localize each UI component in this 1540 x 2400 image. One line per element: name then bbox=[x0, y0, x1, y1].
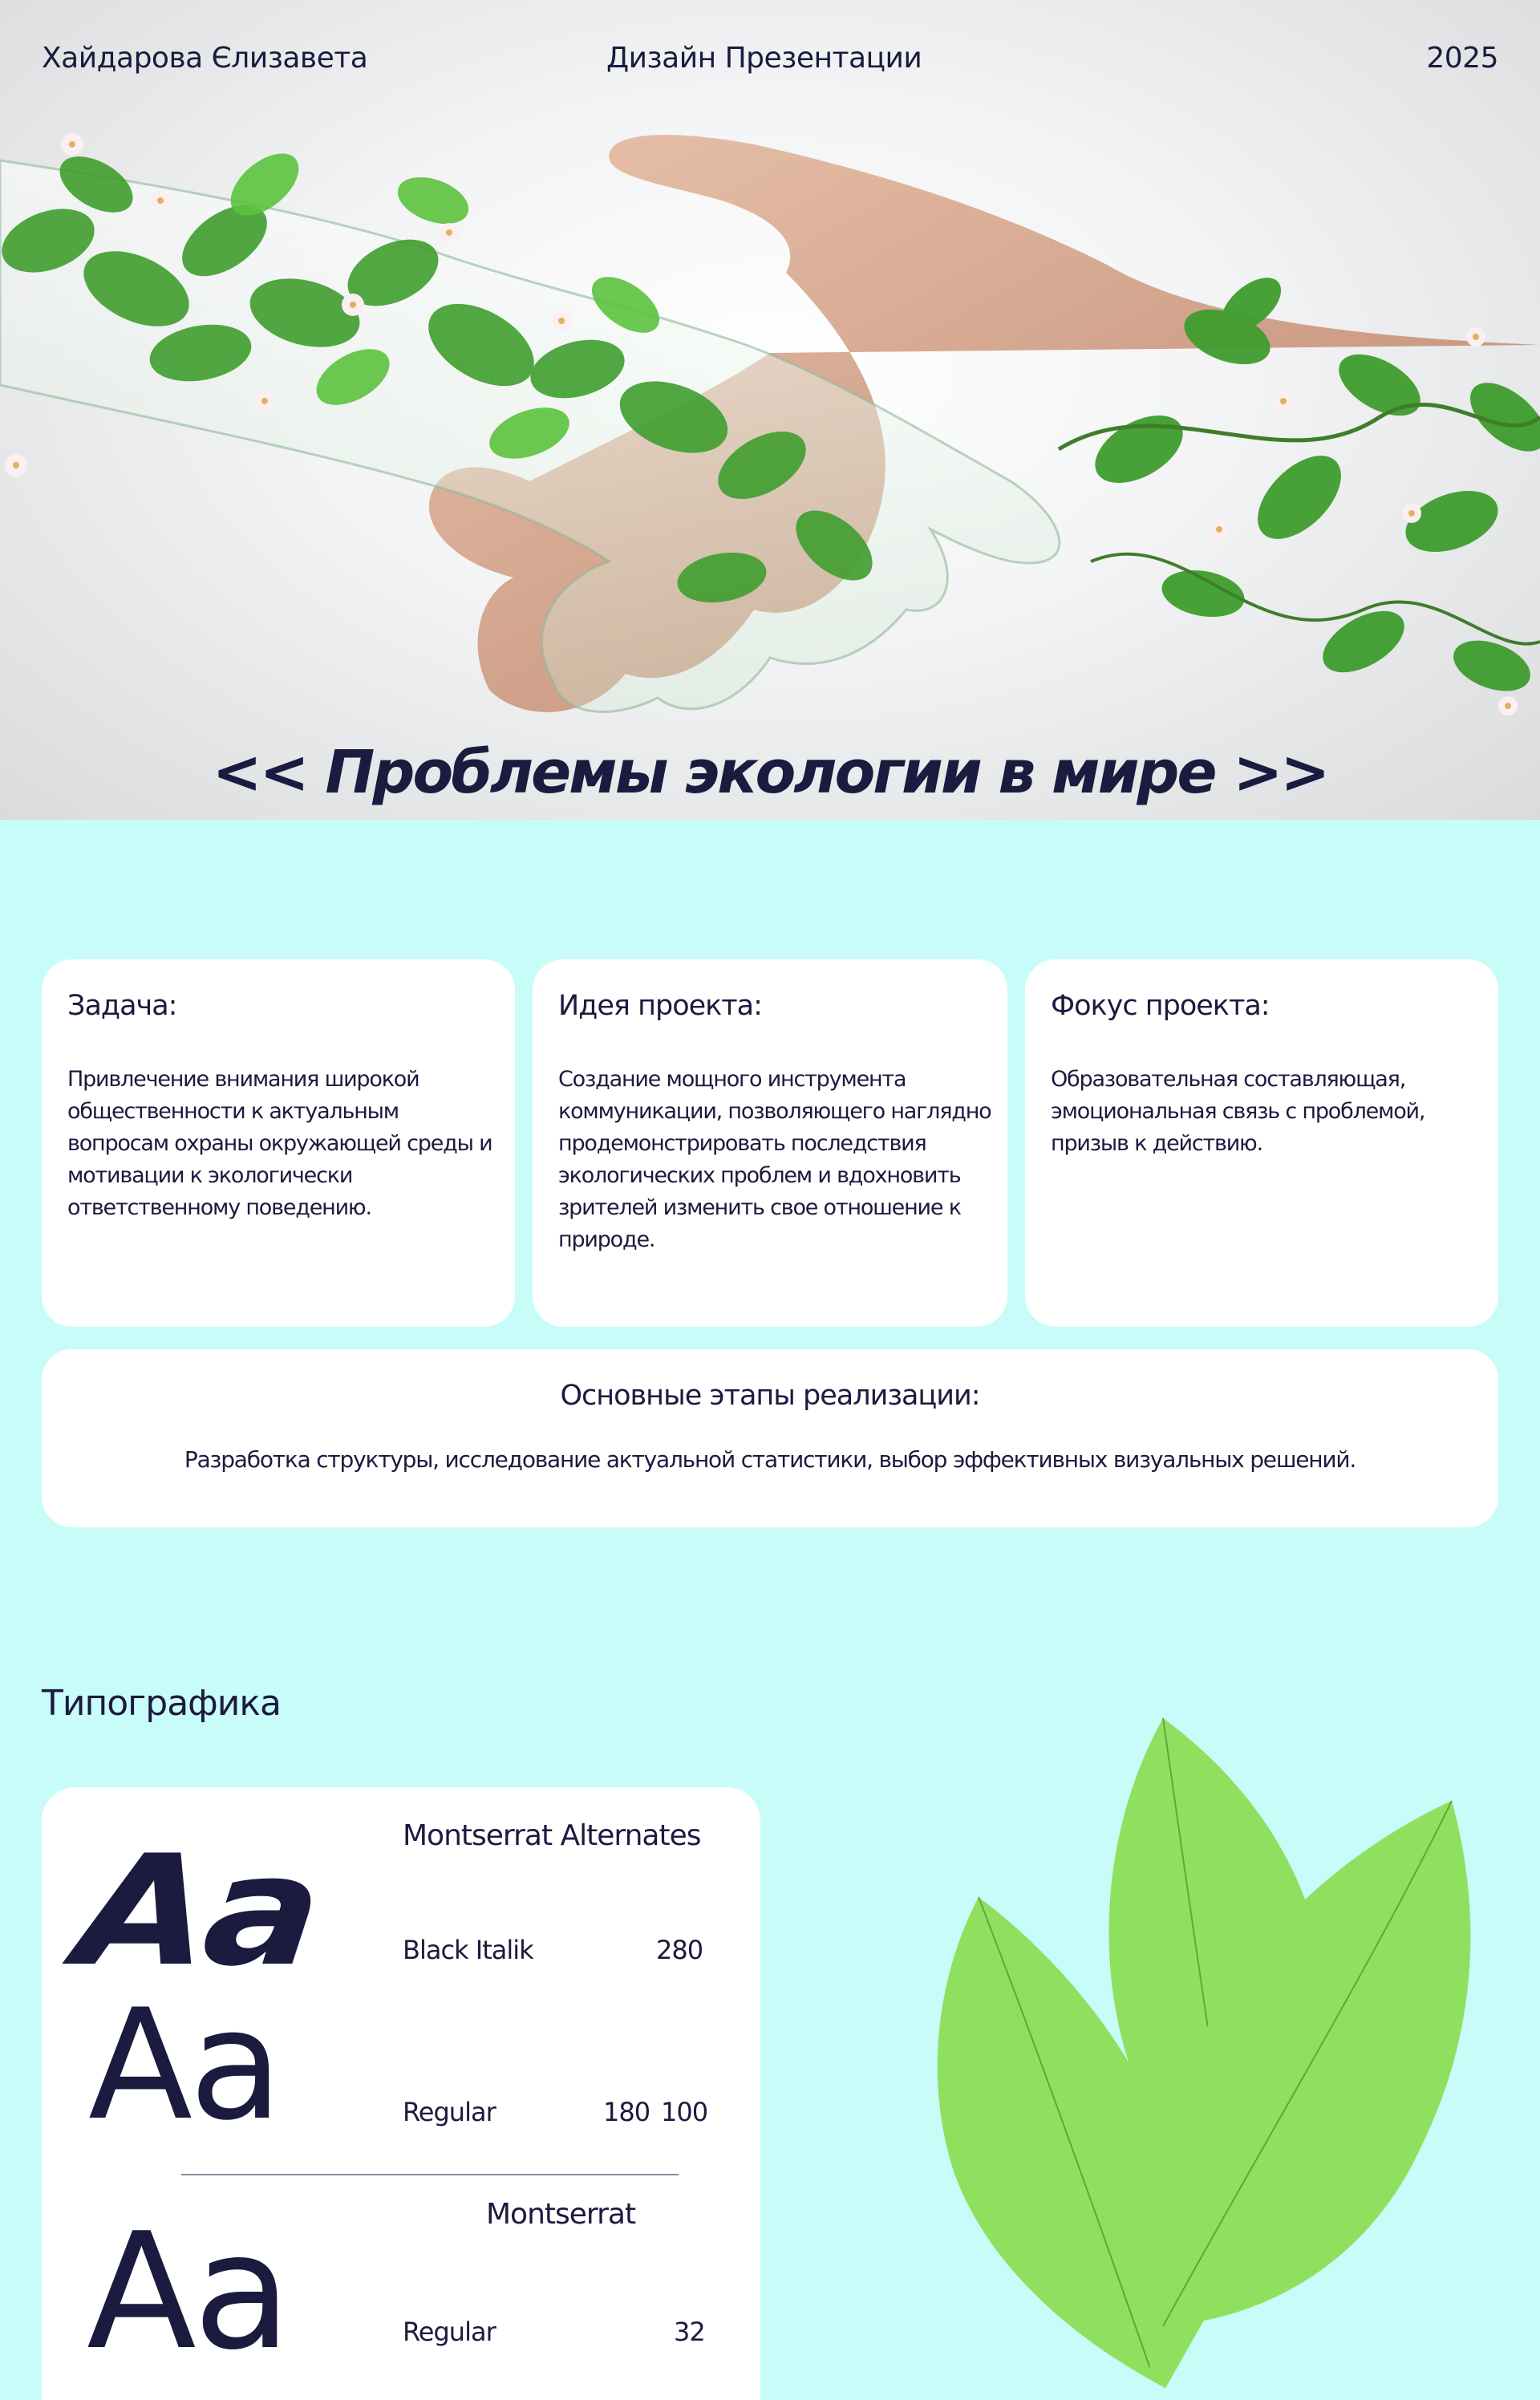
stages-card bbox=[42, 1349, 1498, 1527]
style-label-black-italic: Black Italik bbox=[403, 1935, 533, 1965]
course-title: Дизайн Презентации bbox=[606, 42, 922, 75]
author-name: Хайдарова Єлизавета bbox=[42, 42, 368, 75]
typography-card bbox=[42, 1787, 760, 2400]
task-card-text: Привлечение внимания широкой общественности к актуальным вопросам охраны окружающей среды и мотивации к экологически ответственному поведению. bbox=[67, 1067, 492, 1220]
font-name-montserrat-alternates: Montserrat Alternates bbox=[403, 1819, 701, 1852]
size-value-280: 280 bbox=[656, 1935, 703, 1965]
hero-banner bbox=[0, 0, 1540, 820]
typography-heading: Типографика bbox=[42, 1683, 281, 1724]
font-sample-regular: Aa bbox=[88, 1976, 280, 2154]
font-sample-montserrat: Aa bbox=[87, 2199, 289, 2386]
focus-card-title: Фокус проекта: bbox=[1051, 990, 1270, 1022]
focus-card-text: Образовательная составляющая, эмоциональная связь с проблемой, призыв к действию. bbox=[1051, 1067, 1425, 1156]
style-label-montserrat-regular: Regular bbox=[403, 2317, 496, 2347]
focus-card bbox=[1025, 959, 1498, 1327]
year-label: 2025 bbox=[1426, 42, 1498, 75]
page-title: << Проблемы экологии в мире >> bbox=[212, 738, 1328, 807]
size-value-180: 180 bbox=[603, 2097, 650, 2127]
stages-card-text: Разработка структуры, исследование актуальной статистики, выбор эффективных визуальных решений. bbox=[184, 1446, 1356, 1473]
handshake-plant-hands-image bbox=[0, 0, 1540, 820]
task-card bbox=[42, 959, 515, 1327]
style-label-regular: Regular bbox=[403, 2097, 496, 2127]
size-value-32: 32 bbox=[674, 2317, 705, 2347]
font-sample-black-italic: Aa bbox=[69, 1822, 325, 2000]
task-card-title: Задача: bbox=[67, 990, 177, 1022]
idea-card-title: Идея проекта: bbox=[558, 990, 762, 1022]
divider bbox=[181, 2174, 679, 2175]
leaves-icon bbox=[922, 1701, 1516, 2398]
idea-card bbox=[533, 959, 1007, 1327]
idea-card-text: Создание мощного инструмента коммуникации, позволяющего наглядно продемонстрировать последствия экологических проблем и вдохновить зрителей изменить свое отношение к природе. bbox=[558, 1067, 991, 1252]
stages-card-title: Основные этапы реализации: bbox=[560, 1380, 980, 1412]
font-name-montserrat: Montserrat bbox=[486, 2198, 636, 2231]
size-value-100: 100 bbox=[661, 2097, 708, 2127]
